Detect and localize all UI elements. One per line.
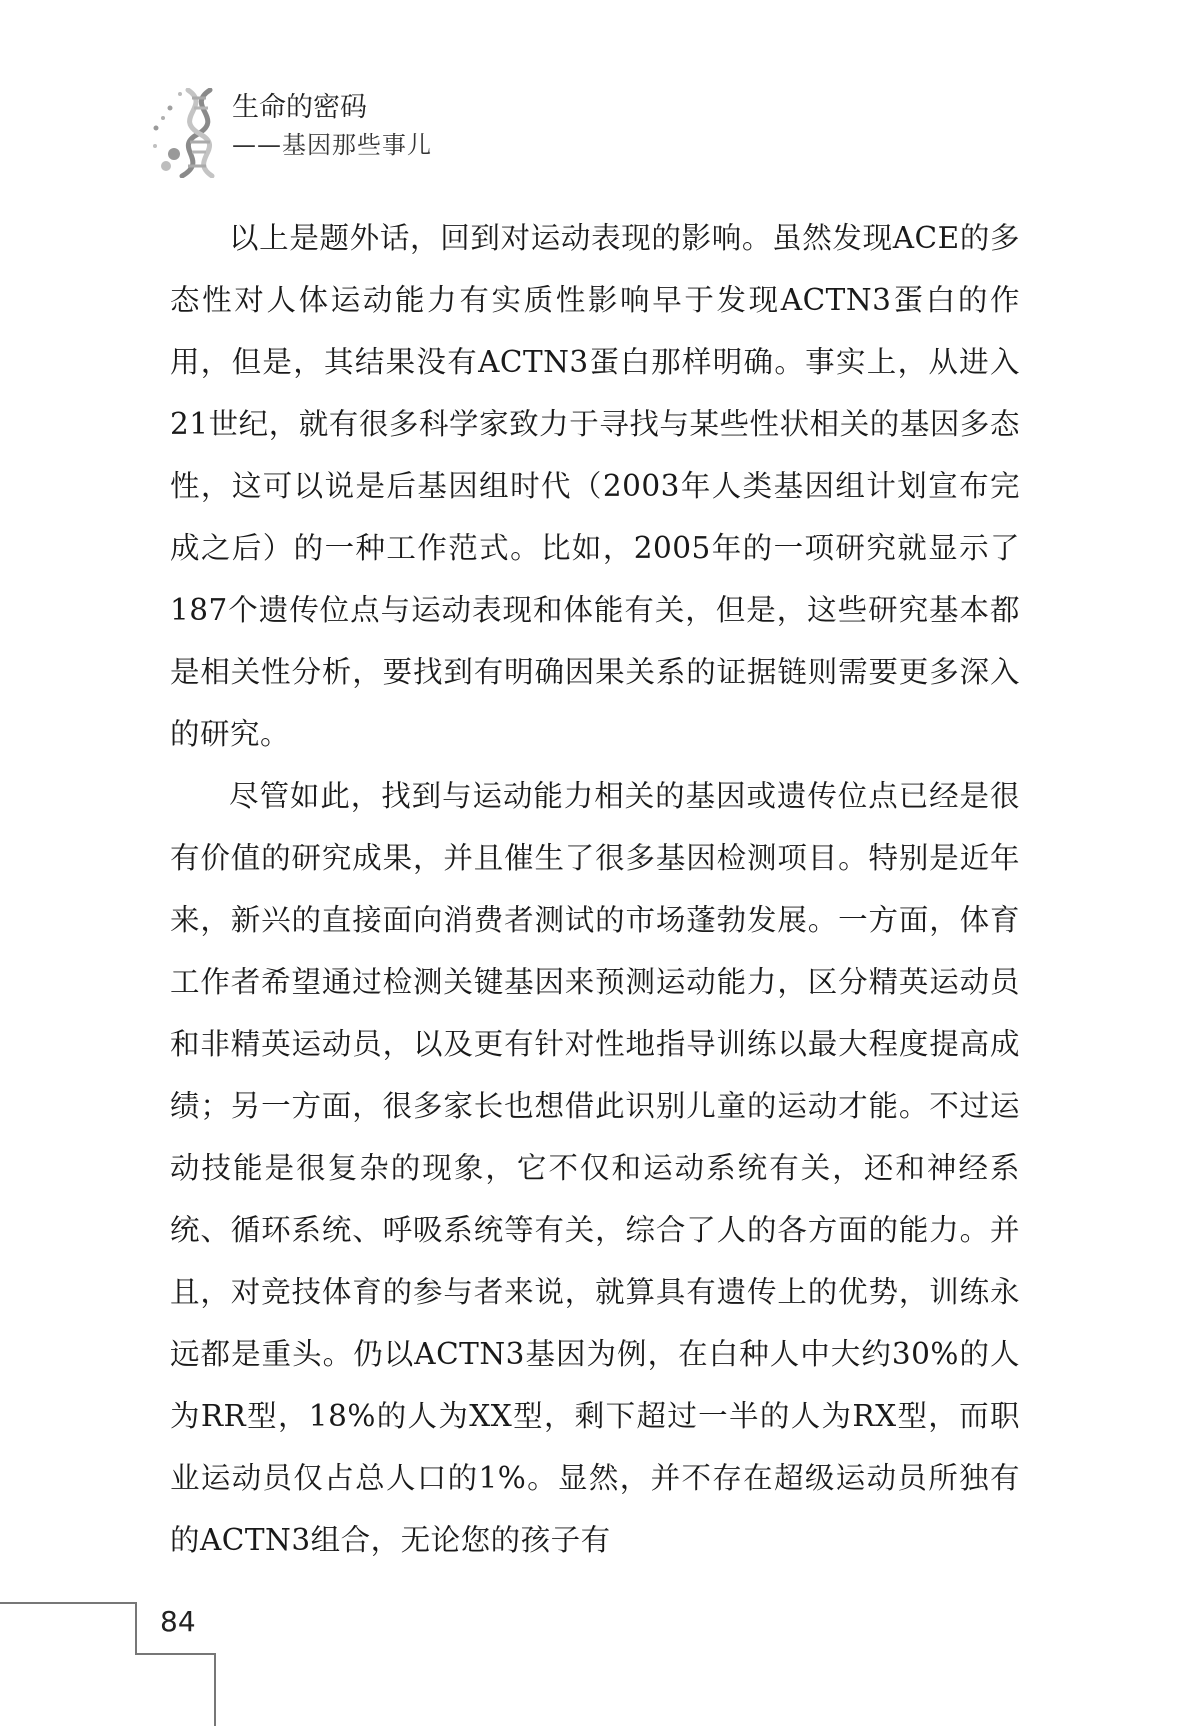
book-title: 生命的密码	[232, 92, 367, 123]
page-corner-rule-vertical-right	[214, 1653, 216, 1726]
body-text	[170, 207, 1020, 1571]
page-corner-rule-vertical-left	[135, 1602, 137, 1654]
running-header	[150, 88, 550, 178]
page-number: 84	[160, 1605, 196, 1638]
page-corner-rule-horizontal	[0, 1602, 135, 1604]
paragraph-2: 尽管如此，找到与运动能力相关的基因或遗传位点已经是很有价值的研究成果，并且催生了很多基因检测项目。特别是近年来，新兴的直接面向消费者测试的市场蓬勃发展。一方面，体育工作者希望通过检测关键基因来预测运动能力，区分精英运动员和非精英运动员，以及更有针对性地指导训练以最大程度提高成绩；另一方面，很多家长也想借此识别儿童的运动才能。不过运动技能是很复杂的现象，它不仅和运动系统有关，还和神经系统、循环系统、呼吸系统等有关，综合了人的各方面的能力。并且，对竞技体育的参与者来说，就算具有遗传上的优势，训练永远都是重头。仍以ACTN3基因为例，在白种人中大约30%的人为RR型，18%的人为XX型，剩下超过一半的人为RX型，而职业运动员仅占总人口的1%。显然，并不存在超级运动员所独有的ACTN3组合，无论您的孩子有	[170, 779, 1020, 1557]
dna-helix-icon	[150, 88, 230, 178]
paragraph-1: 以上是题外话，回到对运动表现的影响。虽然发现ACE的多态性对人体运动能力有实质性影响早于发现ACTN3蛋白的作用，但是，其结果没有ACTN3蛋白那样明确。事实上，从进入21世纪，就有很多科学家致力于寻找与某些性状相关的基因多态性，这可以说是后基因组时代（2003年人类基因组计划宣布完成之后）的一种工作范式。比如，2005年的一项研究就显示了187个遗传位点与运动表现和体能有关，但是，这些研究基本都是相关性分析，要找到有明确因果关系的证据链则需要更多深入的研究。	[170, 221, 1020, 751]
page-corner-rule-bottom	[135, 1653, 215, 1655]
book-subtitle: ——基因那些事儿	[232, 131, 432, 159]
